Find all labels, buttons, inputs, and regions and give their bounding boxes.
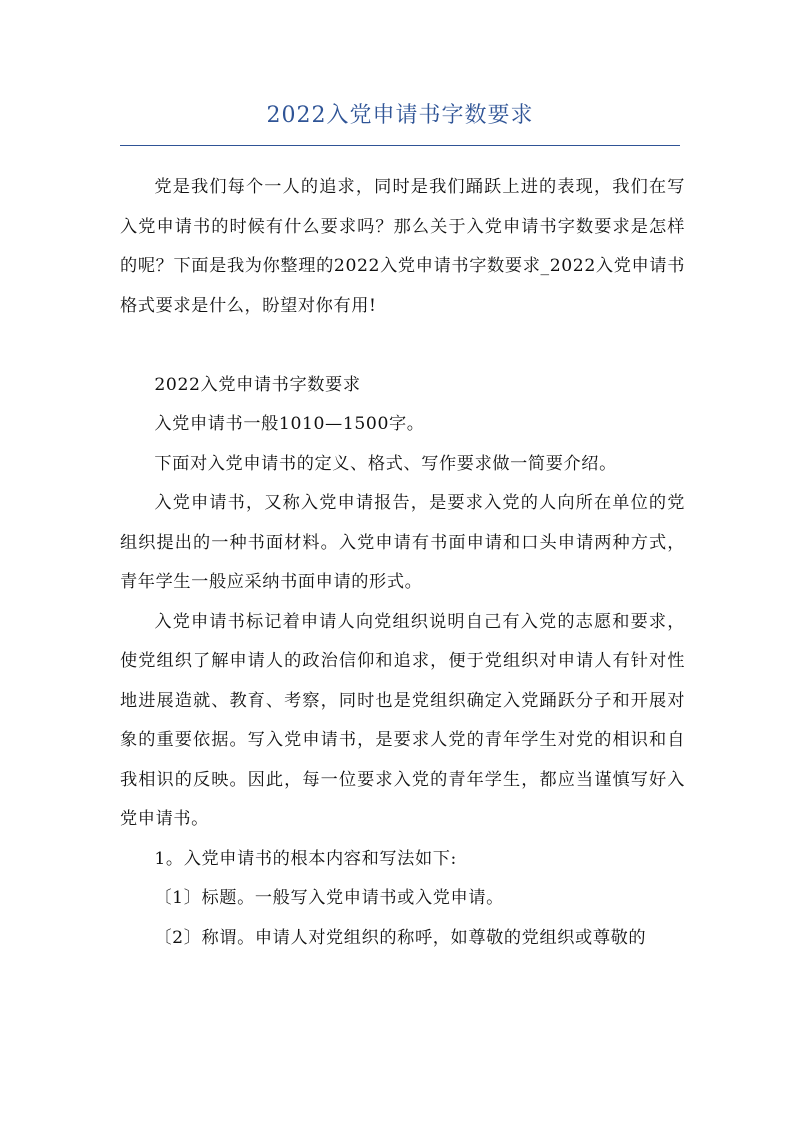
document-title: 2022入党申请书字数要求 <box>266 103 534 128</box>
content-intro-paragraph: 1。入党申请书的根本内容和写法如下: <box>154 848 457 869</box>
section-heading: 2022入党申请书字数要求 <box>154 374 361 395</box>
overview-paragraph: 下面对入党申请书的定义、格式、写作要求做一简要介绍。 <box>154 453 617 474</box>
title-underline <box>120 145 680 146</box>
list-item-salutation: 〔2〕称谓。申请人对党组织的称呼，如尊敬的党组织或尊敬的 <box>154 927 647 948</box>
list-item-title: 〔1〕标题。一般写入党申请书或入党申请。 <box>154 888 504 908</box>
document-body <box>120 168 685 958</box>
definition-paragraph: 入党申请书，又称入党申请报告，是要求入党的人向所在单位的党组织提出的一种书面材料。入党申请有书面申请和口头申请两种方式，青年学生一般应采纳书面申请的形式。 <box>120 493 685 592</box>
purpose-paragraph: 入党申请书标记着申请人向党组织说明自己有入党的志愿和要求，使党组织了解申请人的政治信仰和追求，便于党组织对申请人有针对性地进展造就、教育、考察，同时也是党组织确定入党踊跃分子和开展对象的重要依据。写入党申请书，是要求人党的青年学生对党的相识和自我相识的反映。因此，每一位要求入党的青年学生，都应当谨慎写好入党申请书。 <box>120 611 685 829</box>
blank-line <box>120 326 685 366</box>
intro-paragraph: 党是我们每个一人的追求，同时是我们踊跃上进的表现，我们在写入党申请书的时候有什么要求吗？那么关于入党申请书字数要求是怎样的呢？下面是我为你整理的2022入党申请书字数要求_2022入党申请书格式要求是什么，盼望对你有用! <box>120 177 685 316</box>
word-count-paragraph: 入党申请书一般1010—1500字。 <box>154 414 425 434</box>
